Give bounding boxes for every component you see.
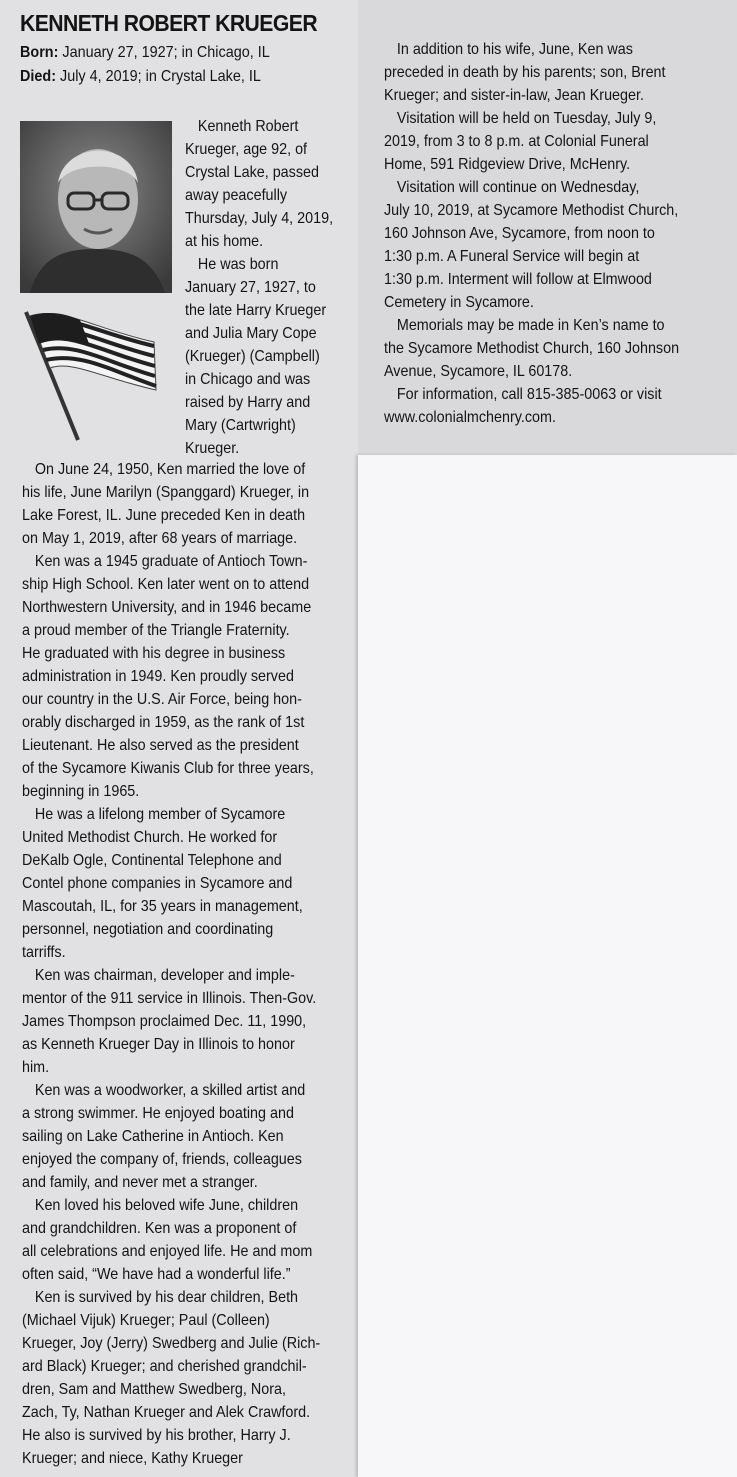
text-line: tarriffs. [22,944,66,961]
text-line: enjoyed the company of, friends, colleagues [22,1151,302,1168]
text-line: Ken is survived by his dear children, Beth [34,1289,299,1306]
text-line: Ken loved his beloved wife June, children [34,1197,299,1214]
text-line: Ken was a 1945 graduate of Antioch Town- [34,553,308,570]
text-line: United Methodist Church. He worked for [22,829,278,846]
text-line: all celebrations and enjoyed life. He and mom [22,1243,313,1260]
text-line: He also is survived by his brother, Harry J. [22,1427,291,1444]
text-line: Contel phone companies in Sycamore and [22,875,293,892]
text-line: preceded in death by his parents; son, Brent [384,64,666,81]
text-line: In addition to his wife, June, Ken was [396,41,633,58]
text-line: administration in 1949. Ken proudly served [22,668,294,685]
text-line: sailing on Lake Catherine in Antioch. Ken [22,1128,284,1145]
text-line: away peacefully [185,187,288,204]
text-line: Lake Forest, IL. June preceded Ken in death [22,507,306,524]
text-line: a strong swimmer. He enjoyed boating and [22,1105,294,1122]
intro-paragraph [185,115,333,460]
text-line: 1:30 p.m. Interment will follow at Elmwood [384,271,652,288]
text-line: Krueger, Joy (Jerry) Swedberg and Julie (Rich- [22,1335,321,1352]
text-line: and grandchildren. Ken was a proponent of [22,1220,297,1237]
portrait-photo [20,121,172,293]
text-line: raised by Harry and [185,394,311,411]
born-line [20,44,270,62]
text-line: (Michael Vijuk) Krueger; Paul (Colleen) [22,1312,270,1329]
text-line: Avenue, Sycamore, IL 60178. [384,363,573,380]
text-line: personnel, negotiation and coordinating [22,921,274,938]
text-line: his life, June Marilyn (Spanggard) Krueger, in [22,484,310,501]
text-line: Home, 591 Ridgeview Drive, McHenry. [384,156,631,173]
text-line: For information, call 815-385-0063 or visit [396,386,662,403]
text-line: and family, and never met a stranger. [22,1174,258,1191]
text-line: often said, “We have had a wonderful life.” [22,1266,291,1283]
right-column-text [384,38,679,429]
text-line: (Krueger) (Campbell) [185,348,320,365]
text-line: Krueger; and sister-in-law, Jean Krueger. [384,87,644,104]
text-line: Visitation will continue on Wednesday, [396,179,640,196]
text-line: mentor of the 911 service in Illinois. Then-Gov. [22,990,317,1007]
text-line: the late Harry Krueger [185,302,327,319]
obituary-name: KENNETH ROBERT KRUEGER [20,10,318,36]
american-flag-icon [22,308,162,443]
text-line: Thursday, July 4, 2019, [185,210,334,227]
text-line: James Thompson proclaimed Dec. 11, 1990, [22,1013,307,1030]
text-line: ship High School. Ken later went on to attend [22,576,310,593]
text-line: He was born [197,256,279,273]
died-line [20,68,261,86]
text-line: Visitation will be held on Tuesday, July 9, [396,110,657,127]
text-line: in Chicago and was [185,371,311,388]
text-line: and Julia Mary Cope [185,325,317,342]
text-line: the Sycamore Methodist Church, 160 Johnson [384,340,680,357]
text-line: our country in the U.S. Air Force, being hon- [22,691,302,708]
text-line: of the Sycamore Kiwanis Club for three years, [22,760,314,777]
text-line: a proud member of the Triangle Fraternity. [22,622,290,639]
born-label: Born: [20,44,59,61]
text-line: Mary (Cartwright) [185,417,296,434]
text-line: July 10, 2019, at Sycamore Methodist Church, [384,202,679,219]
text-line: on May 1, 2019, after 68 years of marriage. [22,530,298,547]
text-line: dren, Sam and Matthew Swedberg, Nora, [22,1381,286,1398]
text-line: as Kenneth Krueger Day in Illinois to honor [22,1036,295,1053]
text-line: He was a lifelong member of Sycamore [34,806,286,823]
text-line: On June 24, 1950, Ken married the love of [34,461,306,478]
text-line: Zach, Ty, Nathan Krueger and Alek Crawford. [22,1404,311,1421]
text-line: Kenneth Robert [197,118,299,135]
text-line: www.colonialmchenry.com. [384,409,556,426]
text-line: Mascoutah, IL, for 35 years in management, [22,898,303,915]
text-line: him. [22,1059,50,1076]
text-line: Cemetery in Sycamore. [384,294,534,311]
text-line: He graduated with his degree in business [22,645,286,662]
died-value: July 4, 2019; in Crystal Lake, IL [56,68,261,85]
born-value: January 27, 1927; in Chicago, IL [58,44,270,61]
text-line: Crystal Lake, passed [185,164,319,181]
text-line: January 27, 1927, to [185,279,316,296]
text-line: orably discharged in 1959, as the rank of 1st [22,714,305,731]
text-line: Krueger; and niece, Kathy Krueger [22,1450,243,1467]
blank-paper-backing [358,455,737,1477]
text-line: ard Black) Krueger; and cherished grandchil- [22,1358,307,1375]
text-line: 2019, from 3 to 8 p.m. at Colonial Funeral [384,133,649,150]
text-line: Ken was chairman, developer and imple- [34,967,295,984]
text-line: at his home. [185,233,264,250]
text-line: 160 Johnson Ave, Sycamore, from noon to [384,225,655,242]
text-line: beginning in 1965. [22,783,140,800]
text-line: Ken was a woodworker, a skilled artist and [34,1082,306,1099]
text-line: Krueger. [185,440,240,457]
died-label: Died: [20,68,56,85]
text-line: Memorials may be made in Ken’s name to [396,317,665,334]
text-line: DeKalb Ogle, Continental Telephone and [22,852,282,869]
text-line: Krueger, age 92, of [185,141,308,158]
text-line: Northwestern University, and in 1946 became [22,599,312,616]
left-column-text [22,458,320,1470]
text-line: Lieutenant. He also served as the president [22,737,299,754]
text-line: 1:30 p.m. A Funeral Service will begin at [384,248,640,265]
